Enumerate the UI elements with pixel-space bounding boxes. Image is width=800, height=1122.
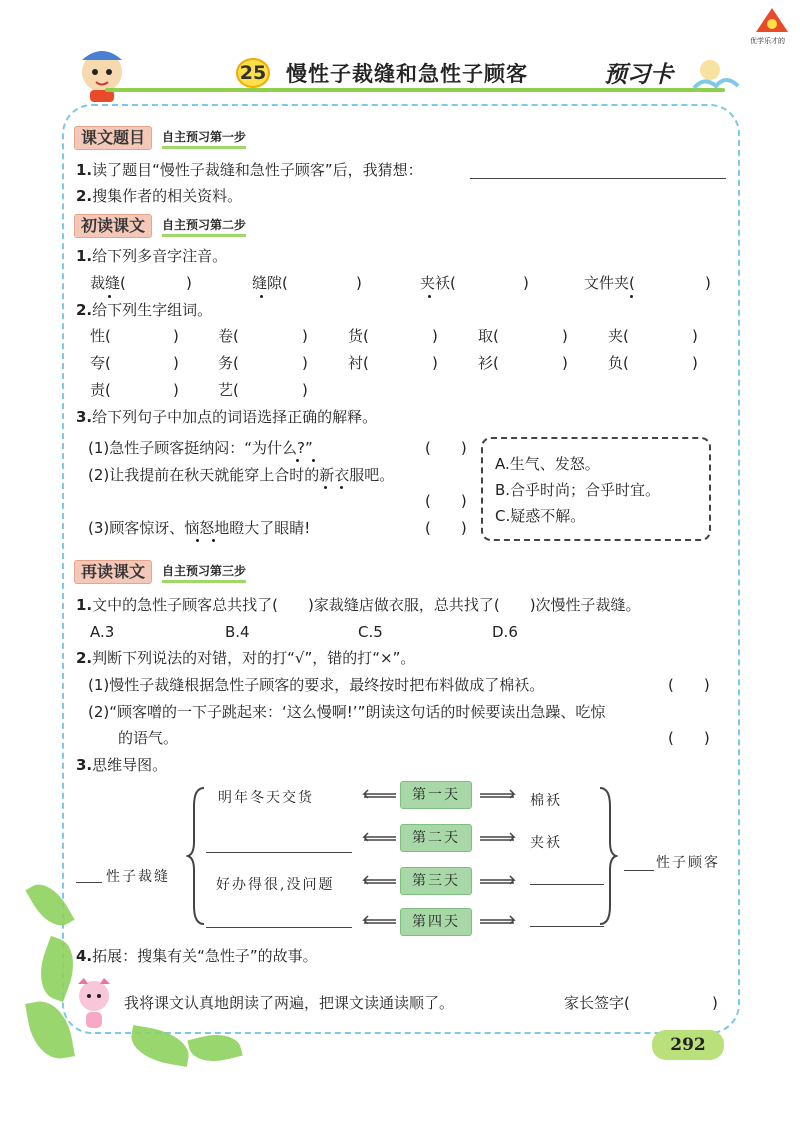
section-3-header (74, 560, 246, 584)
judge-1: (1)慢性子裁缝根据急性子顾客的要求，最终按时把布料做成了棉袄。 (88, 676, 545, 694)
answer-paren[interactable]: ( ) (425, 492, 467, 510)
blank-left-2[interactable] (206, 852, 352, 853)
word-item: 夹( (608, 327, 629, 345)
word-item: 货( (348, 327, 369, 345)
day-2-box: 第二天 (400, 824, 472, 852)
paren: ) (705, 274, 711, 292)
section-1-header (74, 126, 246, 150)
footer-statement: 我将课文认真地朗读了两遍，把课文读通读顺了。 (124, 994, 455, 1012)
word-item: 卷( (218, 327, 239, 345)
emphasis-dot (340, 486, 343, 489)
lesson-number: 25 (236, 58, 270, 88)
s3-q4: 4.拓展：搜集有关“急性子”的故事。 (76, 947, 318, 965)
section-1-sub: 自主预习第一步 (162, 128, 246, 149)
emphasis-dot (260, 295, 263, 298)
right-text-2: 夹袄 (530, 835, 562, 851)
parent-sign-label: 家长签字( (564, 994, 630, 1012)
right-text-1: 棉袄 (530, 793, 562, 809)
logo-text: 优学乐才的 (750, 37, 785, 45)
choice-c: C.疑惑不解。 (495, 507, 586, 525)
paren: ) (173, 327, 179, 345)
sentence-2: (2)让我提前在秋天就能穿上合时的新衣服吧。 (88, 466, 395, 484)
judge-2: (2)“顾客噌的一下子跳起来：‘这么慢啊!’”朗读这句话的时候要读出急躁、吃惊 (88, 703, 606, 721)
word-item: 责( (90, 381, 111, 399)
day-3-box: 第三天 (400, 867, 472, 895)
word-item: 夸( (90, 354, 111, 372)
answer-paren[interactable]: ( ) (668, 676, 710, 694)
emphasis-dot (312, 459, 315, 462)
word-item: 负( (608, 354, 629, 372)
blank-left[interactable] (76, 882, 102, 883)
s2-q2: 2.给下列生字组词。 (76, 301, 213, 319)
logo-icon (752, 6, 792, 36)
s2-q1: 1.给下列多音字注音。 (76, 247, 228, 265)
judge-2-cont: 的语气。 (118, 729, 179, 747)
s2-q3: 3.给下列句子中加点的词语选择正确的解释。 (76, 408, 378, 426)
paren: ) (562, 327, 568, 345)
word-item: 衫( (478, 354, 499, 372)
emphasis-dot (296, 459, 299, 462)
emphasis-dot (324, 486, 327, 489)
paren: ) (692, 327, 698, 345)
option-d[interactable]: D.6 (492, 623, 518, 641)
paren: ) (356, 274, 362, 292)
section-3-tag: 再读课文 (74, 560, 152, 584)
right-arrows-icon (478, 788, 524, 924)
section-2-sub: 自主预习第二步 (162, 216, 246, 237)
mindmap-left-label: 性子裁缝 (106, 869, 170, 885)
pinyin-item: 裁缝( (90, 274, 126, 292)
pinyin-item: 文件夹( (584, 274, 635, 292)
blank-right-4[interactable] (530, 926, 604, 927)
left-brace (186, 786, 206, 926)
blank-left-4[interactable] (206, 927, 352, 928)
paren: ) (562, 354, 568, 372)
word-item: 务( (218, 354, 239, 372)
s1-q2: 2.搜集作者的相关资料。 (76, 187, 243, 205)
mascot-icon (70, 46, 134, 104)
emphasis-dot (630, 295, 633, 298)
emphasis-dot (196, 539, 199, 542)
emphasis-dot (212, 539, 215, 542)
paren: ) (432, 354, 438, 372)
right-brace (598, 786, 618, 926)
answer-paren[interactable]: ( ) (425, 519, 467, 537)
s3-q2: 2.判断下列说法的对错，对的打“√”，错的打“×”。 (76, 649, 416, 667)
sentence-1: (1)急性子顾客挺纳闷：“为什么?” (88, 439, 313, 457)
answer-paren[interactable]: ( ) (425, 439, 467, 457)
pinyin-item: 缝隙( (252, 274, 288, 292)
section-3-sub: 自主预习第三步 (162, 562, 246, 583)
choices-box (481, 437, 711, 541)
paren: ) (712, 994, 718, 1012)
left-text-3: 好办得很,没问题 (216, 877, 335, 893)
page-number: 292 (652, 1030, 724, 1060)
paren: ) (523, 274, 529, 292)
paren: ) (173, 354, 179, 372)
paren: ) (173, 381, 179, 399)
option-a[interactable]: A.3 (90, 623, 115, 641)
paren: ) (302, 327, 308, 345)
choice-b: B.合乎时尚；合乎时宜。 (495, 481, 661, 499)
day-4-box: 第四天 (400, 908, 472, 936)
paren: ) (186, 274, 192, 292)
paren: ) (692, 354, 698, 372)
section-2-tag: 初读课文 (74, 214, 152, 238)
mindmap-right-label: 性子顾客 (656, 855, 720, 871)
answer-paren[interactable]: ( ) (668, 729, 710, 747)
girl-mascot-icon (74, 976, 114, 1032)
s1-q1: 1.读了题目“慢性子裁缝和急性子顾客”后，我猜想： (76, 161, 423, 179)
choice-a: A.生气、发怒。 (495, 455, 600, 473)
pinyin-item: 夹袄( (420, 274, 456, 292)
left-arrows-icon (354, 788, 398, 924)
card-title: 预习卡 (604, 61, 673, 88)
emphasis-dot (428, 295, 431, 298)
day-1-box: 第一天 (400, 781, 472, 809)
word-item: 性( (90, 327, 111, 345)
blank-right[interactable] (624, 870, 654, 871)
paren: ) (302, 354, 308, 372)
emphasis-dot (108, 295, 111, 298)
leaf-icon (187, 1028, 242, 1067)
word-item: 衬( (348, 354, 369, 372)
s1-q1-answer-line[interactable] (470, 162, 726, 179)
option-c[interactable]: C.5 (358, 623, 383, 641)
option-b[interactable]: B.4 (225, 623, 250, 641)
sentence-3: (3)顾客惊讶、恼怒地瞪大了眼睛! (88, 519, 311, 537)
word-item: 艺( (218, 381, 239, 399)
word-item: 取( (478, 327, 499, 345)
cloud-icon (690, 50, 740, 96)
s3-q1: 1.文中的急性子顾客总共找了( )家裁缝店做衣服，总共找了( )次慢性子裁缝。 (76, 596, 641, 614)
section-1-tag: 课文题目 (74, 126, 152, 150)
paren: ) (432, 327, 438, 345)
s3-q3: 3.思维导图。 (76, 756, 168, 774)
blank-right-3[interactable] (530, 884, 604, 885)
paren: ) (302, 381, 308, 399)
section-2-header (74, 214, 246, 238)
left-text-1: 明年冬天交货 (218, 790, 314, 806)
page-title: 慢性子裁缝和急性子顾客 (286, 62, 528, 86)
